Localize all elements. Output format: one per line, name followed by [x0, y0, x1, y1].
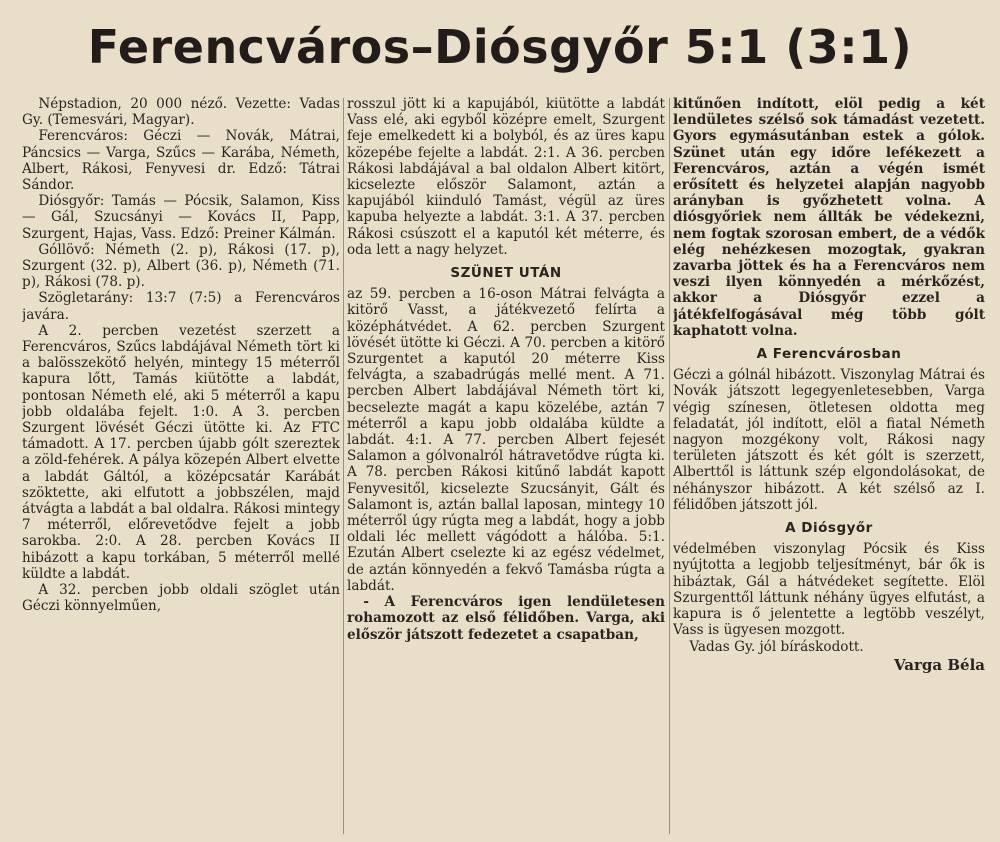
match-report-paragraph: az 59. percben a 16-oson Mátrai felvágta a kitörő Vasst, a játékvezető felírta a középhátvédet. A 62. percben Szurgent lövését ütötte ki Géczi. A 70. percben a kitörő Szurgentet a kaputól 20 méterre Kiss felvágta, a szabadrúgás mellé ment. A 71. percben Albert labdájával Németh tört ki, becselezte magát a kapu közelébe, aztán 7 méterről a kapu jobb oldalába küldte a labdát. 4:1. A 77. percben Albert fejesét Salamon a gólvonalról hátravetődve rúgta ki. A 78. percben Rákosi kitűnő labdát kapott Fenyvesitől, kicselezte Szucsányit, Gált és Salamont is, aztán ballal laposan, mintegy 10 méterről úgy rúgta meg a labdát, hogy a jobb oldali léc mellett vágódott a hálóba. 5:1. Ezután Albert cselezte ki az egész védelmet, de aztán könnyedén a fekvő Tamásba rúgta a labdát. [347, 286, 665, 594]
goal-scorers: Góllövő: Németh (2. p), Rákosi (17. p), Szurgent (32. p), Albert (36. p), Németh (71. p), Rákosi (78. p). [22, 241, 340, 291]
headline: Ferencváros–Diósgyőr 5:1 (3:1) [87, 20, 913, 74]
match-assessment-paragraph: - A Ferencváros igen lendületesen rohamozott az első félidőben. Varga, aki először játszott fedezetet a csapatban, [347, 594, 665, 643]
author-signature: Varga Béla [894, 655, 985, 674]
article-column-3 [673, 96, 985, 836]
player-evaluation-diosgyor: védelmében viszonylag Pócsik és Kiss nyújtotta a legjobb teljesítményt, bár ők is hibáztak, Gál a hátvédeket segítette. Elöl Szurgenttől láttunk néhány ügyes elfutást, a kapura is ő jelentette a legtöbb veszélyt, Vass is ügyesen mozgott. [673, 541, 985, 639]
corner-ratio: Szögletarány: 13:7 (7:5) a Ferencváros javára. [22, 290, 340, 323]
column-divider [343, 98, 344, 834]
match-report-paragraph: A 32. percben jobb oldali szöglet után Géczi könnyelműen, [22, 582, 340, 615]
article-column-1 [22, 96, 340, 836]
section-heading-ferencvaros: A Ferencvárosban [756, 346, 902, 363]
match-report-paragraph: A 2. percben vezetést szerzett a Ferencváros, Szűcs labdájával Németh tört ki a balösszekötő helyén, mintegy 15 méterről kapura lőtt, Tamás kiütötte a labdát, pontosan Németh elé, aki 5 méterről a kapu jobb oldalába fejelt. 1:0. A 3. percben Szurgent lövését Géczi ütötte ki. Az FTC támadott. A 17. percben újabb gólt szereztek a zöld-fehérek. A pálya közepén Albert elvette a labdát Gáltól, a középcsatár Karábát szöktette, aki elfutott a jobbszélen, majd átvágta a labdát a bal oldalra. Rákosi mintegy 7 méterről, előrevetődve fejelt a jobb sarokba. 2:0. A 28. percben Kovács II hibázott a kapu torkában, 5 méterről mellé küldte a labdát. [22, 322, 340, 582]
lineup-diosgyor: Diósgyőr: Tamás — Pócsik, Salamon, Kiss — Gál, Szucsányi — Kovács II, Papp, Szurgent, Hajas, Vass. Edző: Preiner Kálmán. [22, 193, 340, 242]
referee-note: Vadas Gy. jól bíráskodott. [689, 638, 864, 655]
column-divider [669, 98, 670, 834]
player-evaluation-ferencvaros: Géczi a gólnál hibázott. Viszonylag Mátrai és Novák játszott legegyenletesebben, Varga végig színesen, ötletesen oldotta meg feladatát, jól indított, elöl a fiatal Németh nagyon mozgékony volt, Rákosi nagy területen játszott és két gólt is szerzett, Alberttől is láttunk szép elgondolásokat, de néhányszor hibázott. A két szélső az I. félidőben játszott jól. [673, 367, 985, 513]
match-report-paragraph: rosszul jött ki a kapujából, kiütötte a labdát Vass elé, aki egyből középre emelt, Szurgent feje emelkedett ki a bolyból, és az üres kapu közepébe fejelte a labdát. 2:1. A 36. percben Rákosi labdájával a bal oldalon Albert kitört, kicselezte először Salamont, aztán a kapujából kiinduló Tamást, végül az üres kapuba helyezte a labdát. 3:1. A 37. percben Rákosi csúszott el a kaputól két méterre, és oda lett a nagy helyzet. [347, 96, 665, 258]
section-heading-second-half: SZÜNET UTÁN [450, 265, 562, 282]
section-heading-diosgyor: A Diósgyőr [785, 520, 873, 537]
article-column-2 [347, 96, 665, 836]
match-assessment-paragraph: kitűnően indított, elöl pedig a két lendületes szélső sok támadást vezetett. Gyors egymásutánban estek a gólok. Szünet után egy időre lefékezett a Ferencváros, aztán a végén ismét erősített és helyzetei alapján nagyobb arányban is győzhetett volna. A diósgyőriek nem állták be védekezni, nem fogtak szorosan embert, de a védők elég nehézkesen mozogtak, gyakran zavarba jöttek és ha a Ferencváros nem veszi ilyen könnyedén a mérkőzést, akkor a Diósgyőr ezzel a játékfelfogásával még több gólt kaphatott volna. [673, 96, 985, 339]
lineup-ferencvaros: Ferencváros: Géczi — Novák, Mátrai, Páncsics — Varga, Szűcs — Karába, Németh, Albert, Rákosi, Fenyvesi dr. Edző: Tátrai Sándor. [22, 128, 340, 194]
match-info: Népstadion, 20 000 néző. Vezette: Vadas Gy. (Temesvári, Magyar). [22, 96, 340, 129]
